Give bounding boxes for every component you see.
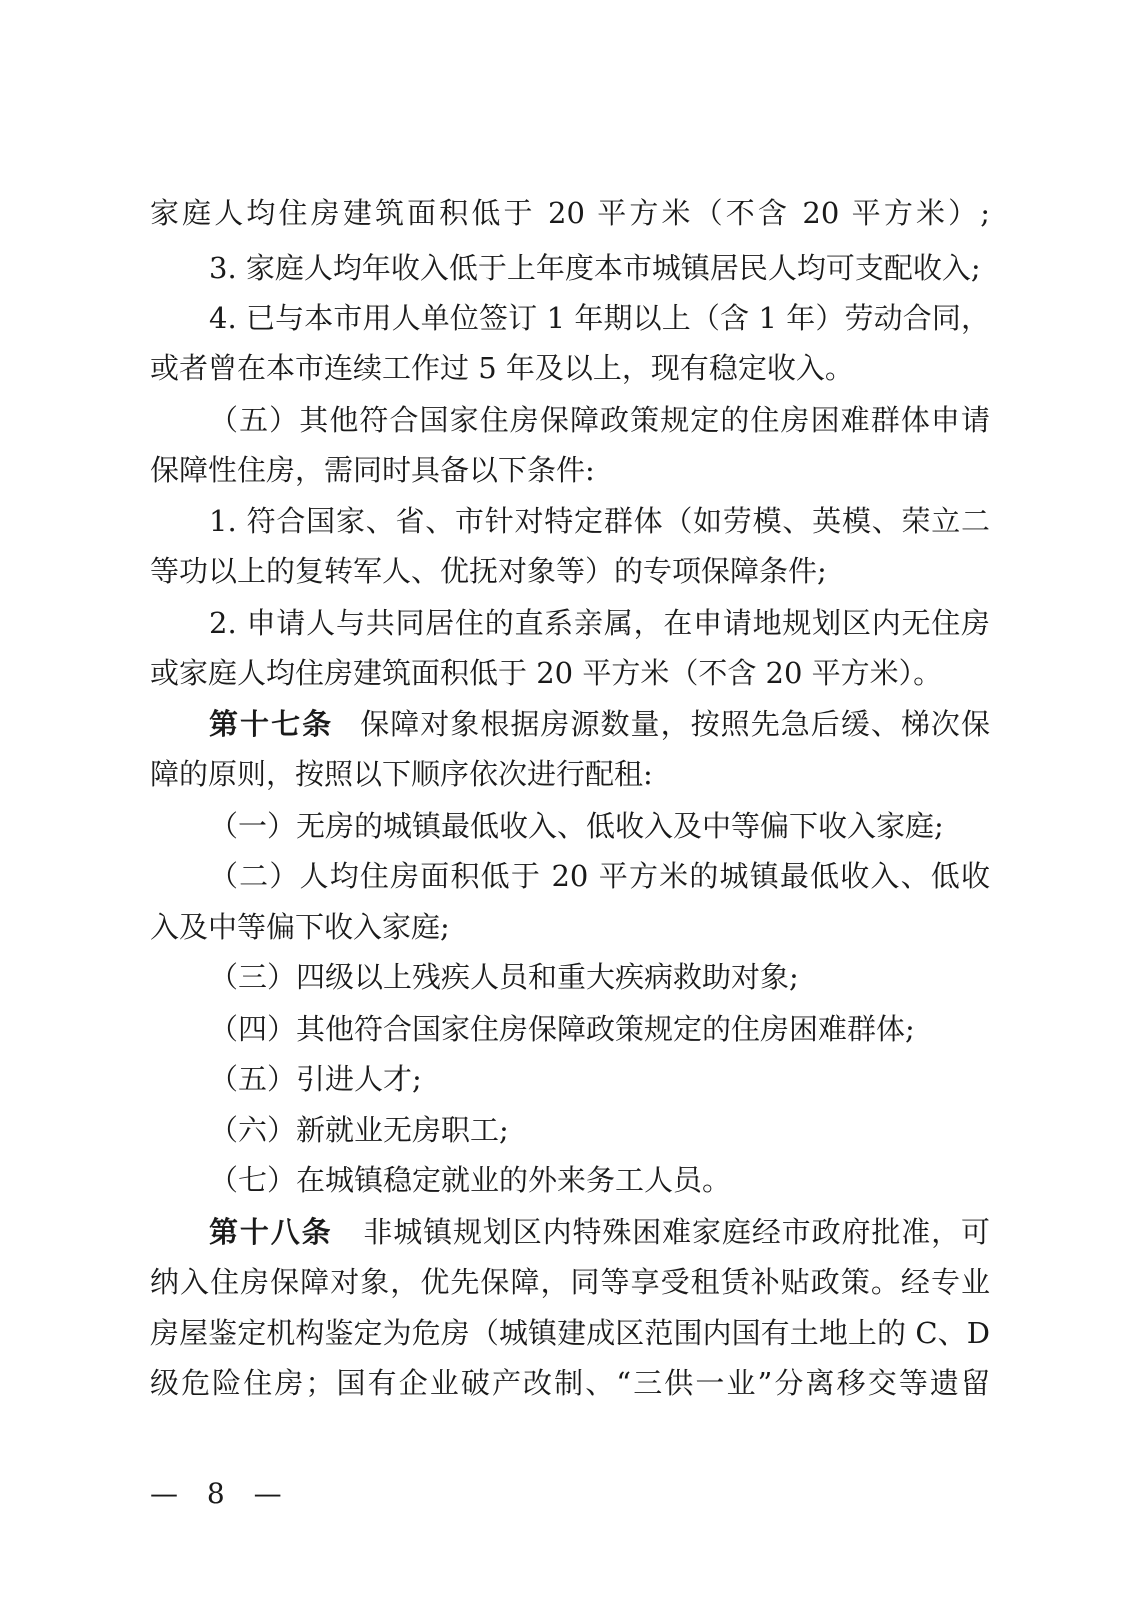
body-line: 保障性住房，需同时具备以下条件: <box>150 453 595 487</box>
article-18-first-line <box>209 1212 990 1252</box>
list-item: （六）新就业无房职工; <box>209 1113 509 1147</box>
body-line: 2. 申请人与共同居住的直系亲属，在申请地规划区内无住房 <box>209 606 990 640</box>
body-line: 障的原则，按照以下顺序依次进行配租: <box>150 757 653 791</box>
list-item: （七）在城镇稳定就业的外来务工人员。 <box>209 1163 732 1197</box>
body-line: 3. 家庭人均年收入低于上年度本市城镇居民人均可支配收入; <box>209 251 981 285</box>
body-line: 或者曾在本市连续工作过 5 年及以上，现有稳定收入。 <box>150 351 854 385</box>
article-17-heading: 第十七条 <box>209 707 334 741</box>
body-line: 或家庭人均住房建筑面积低于 20 平方米（不含 20 平方米）。 <box>150 656 943 690</box>
article-17-text: 保障对象根据房源数量，按照先急后缓、梯次保 <box>359 707 990 741</box>
page-number: — 8 — <box>150 1477 292 1510</box>
body-line: 家庭人均住房建筑面积低于 20 平方米（不含 20 平方米）; <box>150 196 990 230</box>
body-line: 级危险住房；国有企业破产改制、“三供一业”分离移交等遗留 <box>150 1366 990 1400</box>
list-item: （三）四级以上残疾人员和重大疾病救助对象; <box>209 960 799 994</box>
list-item: （一）无房的城镇最低收入、低收入及中等偏下收入家庭; <box>209 809 944 843</box>
list-item: （四）其他符合国家住房保障政策规定的住房困难群体; <box>209 1012 915 1046</box>
list-item: （五）引进人才; <box>209 1062 422 1096</box>
list-item: （二）人均住房面积低于 20 平方米的城镇最低收入、低收 <box>209 859 990 893</box>
body-line: 纳入住房保障对象，优先保障，同等享受租赁补贴政策。经专业 <box>150 1265 990 1299</box>
body-line: 房屋鉴定机构鉴定为危房（城镇建成区范围内国有土地上的 C、D <box>150 1316 990 1350</box>
body-line: 1. 符合国家、省、市针对特定群体（如劳模、英模、荣立二 <box>209 504 990 538</box>
list-item-continued: 入及中等偏下收入家庭; <box>150 910 450 944</box>
article-17-first-line <box>209 704 990 744</box>
body-line: 等功以上的复转军人、优抚对象等）的专项保障条件; <box>150 554 827 588</box>
body-line: （五）其他符合国家住房保障政策规定的住房困难群体申请 <box>209 403 990 437</box>
article-18-text: 非城镇规划区内特殊困难家庭经市政府批准，可 <box>362 1215 990 1249</box>
body-line: 4. 已与本市用人单位签订 1 年期以上（含 1 年）劳动合同， <box>209 301 990 335</box>
article-18-heading: 第十八条 <box>209 1215 333 1249</box>
